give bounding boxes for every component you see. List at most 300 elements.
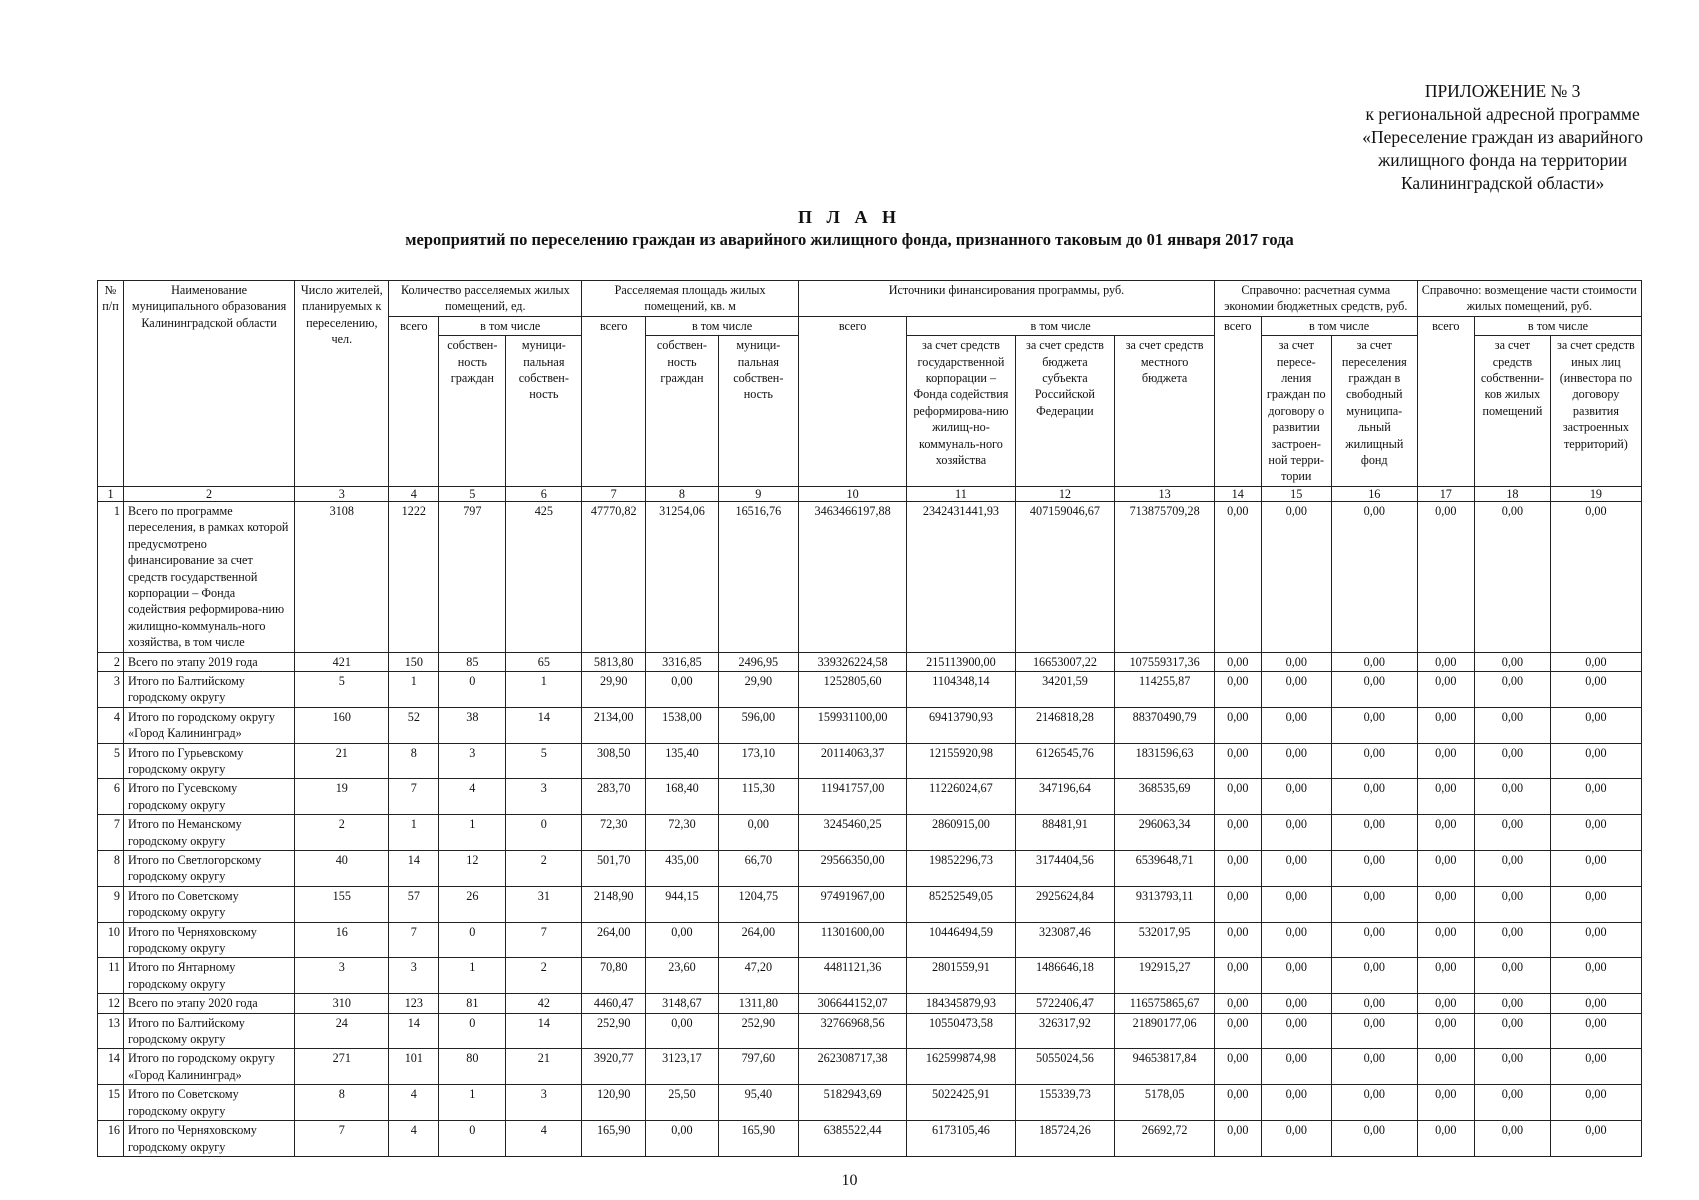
table-cell: 347196,64 <box>1015 779 1115 815</box>
table-cell: 0,00 <box>1475 815 1551 851</box>
table-cell: 1222 <box>389 501 439 652</box>
table-cell: 14 <box>389 1013 439 1049</box>
plan-table <box>97 280 1642 1157</box>
table-cell: 0,00 <box>1214 994 1261 1013</box>
header-rooms: Количество расселяемых жилых помещений, ед. <box>389 281 582 317</box>
row-number: 6 <box>98 779 124 815</box>
table-cell: 0,00 <box>1417 501 1474 652</box>
table-header <box>98 281 1642 487</box>
table-cell: 1311,80 <box>718 994 798 1013</box>
header-area-municipal: муници-пальная собствен-ность <box>718 336 798 487</box>
table-cell: 1 <box>439 958 506 994</box>
table-cell: 0,00 <box>1261 1013 1331 1049</box>
table-cell: 21 <box>295 743 389 779</box>
table-cell: 16653007,22 <box>1015 652 1115 671</box>
table-cell: 326317,92 <box>1015 1013 1115 1049</box>
table-cell: 6385522,44 <box>798 1121 906 1157</box>
table-cell: 0,00 <box>1550 922 1641 958</box>
table-row <box>98 886 1642 922</box>
table-cell: 3920,77 <box>582 1049 646 1085</box>
table-cell: 308,50 <box>582 743 646 779</box>
municipality-name: Итого по Гурьевскому городскому округу <box>124 743 295 779</box>
table-cell: 0,00 <box>1475 707 1551 743</box>
table-cell: 0,00 <box>1261 1049 1331 1085</box>
table-cell: 0,00 <box>1331 815 1417 851</box>
table-cell: 0,00 <box>1331 1085 1417 1121</box>
header-rooms-total: всего <box>389 316 439 486</box>
table-cell: 0,00 <box>1550 1085 1641 1121</box>
table-cell: 155 <box>295 886 389 922</box>
table-cell: 3463466197,88 <box>798 501 906 652</box>
row-number: 7 <box>98 815 124 851</box>
table-cell: 85 <box>439 652 506 671</box>
table-cell: 0,00 <box>1214 707 1261 743</box>
table-cell: 0,00 <box>1475 779 1551 815</box>
annex-line: жилищного фонда на территории <box>1378 150 1628 170</box>
table-cell: 1 <box>439 815 506 851</box>
municipality-name: Итого по городскому округу «Город Калининград» <box>124 707 295 743</box>
table-cell: 10550473,58 <box>907 1013 1015 1049</box>
header-other-persons: за счет средств иных лиц (инвестора по договору развития застроенных территорий) <box>1550 336 1641 487</box>
table-cell: 252,90 <box>582 1013 646 1049</box>
table-cell: 24 <box>295 1013 389 1049</box>
table-cell: 283,70 <box>582 779 646 815</box>
table-cell: 0,00 <box>1261 1085 1331 1121</box>
table-cell: 3148,67 <box>646 994 719 1013</box>
row-number: 2 <box>98 652 124 671</box>
table-cell: 0,00 <box>1417 1085 1474 1121</box>
column-number: 2 <box>124 486 295 501</box>
table-cell: 0,00 <box>1214 922 1261 958</box>
table-cell: 0,00 <box>1261 707 1331 743</box>
table-cell: 0,00 <box>646 1013 719 1049</box>
table-cell: 88370490,79 <box>1115 707 1215 743</box>
table-cell: 0,00 <box>1550 851 1641 887</box>
table-cell: 6126545,76 <box>1015 743 1115 779</box>
table-cell: 296063,34 <box>1115 815 1215 851</box>
table-cell: 0,00 <box>1417 779 1474 815</box>
table-cell: 1486646,18 <box>1015 958 1115 994</box>
table-cell: 165,90 <box>718 1121 798 1157</box>
table-cell: 0,00 <box>1214 1013 1261 1049</box>
table-cell: 407159046,67 <box>1015 501 1115 652</box>
table-cell: 0,00 <box>1261 851 1331 887</box>
table-cell: 0,00 <box>1475 958 1551 994</box>
column-number: 1 <box>98 486 124 501</box>
header-local-budget: за счет средств местного бюджета <box>1115 336 1215 487</box>
table-cell: 2 <box>506 958 582 994</box>
table-cell: 2925624,84 <box>1015 886 1115 922</box>
table-row <box>98 922 1642 958</box>
table-cell: 1538,00 <box>646 707 719 743</box>
table-cell: 115,30 <box>718 779 798 815</box>
header-nn: № п/п <box>98 281 124 487</box>
header-resettle-free-fund: за счет переселения граждан в свободный муниципа-льный жилищный фонд <box>1331 336 1417 487</box>
table-cell: 5022425,91 <box>907 1085 1015 1121</box>
table-cell: 0,00 <box>1550 1121 1641 1157</box>
table-cell: 264,00 <box>718 922 798 958</box>
table-cell: 0,00 <box>1214 958 1261 994</box>
table-cell: 0,00 <box>1331 652 1417 671</box>
table-cell: 21890177,06 <box>1115 1013 1215 1049</box>
table-cell: 0,00 <box>1550 1049 1641 1085</box>
table-cell: 101 <box>389 1049 439 1085</box>
table-cell: 38 <box>439 707 506 743</box>
table-cell: 1104348,14 <box>907 671 1015 707</box>
header-savings-including: в том числе <box>1261 316 1417 335</box>
table-cell: 123 <box>389 994 439 1013</box>
table-cell: 0,00 <box>1261 994 1331 1013</box>
table-cell: 1831596,63 <box>1115 743 1215 779</box>
table-cell: 0,00 <box>1550 501 1641 652</box>
municipality-name: Итого по Янтарному городскому округу <box>124 958 295 994</box>
table-cell: 9313793,11 <box>1115 886 1215 922</box>
table-cell: 0,00 <box>1331 922 1417 958</box>
table-cell: 29,90 <box>718 671 798 707</box>
table-cell: 47,20 <box>718 958 798 994</box>
table-row <box>98 994 1642 1013</box>
table-cell: 1204,75 <box>718 886 798 922</box>
table-cell: 0,00 <box>1261 1121 1331 1157</box>
table-cell: 184345879,93 <box>907 994 1015 1013</box>
column-number: 16 <box>1331 486 1417 501</box>
table-cell: 3174404,56 <box>1015 851 1115 887</box>
table-cell: 114255,87 <box>1115 671 1215 707</box>
table-cell: 8 <box>295 1085 389 1121</box>
table-cell: 0,00 <box>1331 958 1417 994</box>
table-cell: 16516,76 <box>718 501 798 652</box>
table-cell: 23,60 <box>646 958 719 994</box>
table-cell: 2 <box>295 815 389 851</box>
annex-header <box>1362 80 1643 195</box>
table-cell: 0,00 <box>1331 1049 1417 1085</box>
table-cell: 94653817,84 <box>1115 1049 1215 1085</box>
table-cell: 0,00 <box>1214 851 1261 887</box>
column-number: 4 <box>389 486 439 501</box>
table-cell: 6539648,71 <box>1115 851 1215 887</box>
table-cell: 425 <box>506 501 582 652</box>
table-cell: 0,00 <box>1475 886 1551 922</box>
table-cell: 596,00 <box>718 707 798 743</box>
header-resettle-development: за счет пересе-ления граждан по договору о развитии застроен-ной терри-тории <box>1261 336 1331 487</box>
table-cell: 29566350,00 <box>798 851 906 887</box>
table-cell: 1252805,60 <box>798 671 906 707</box>
header-savings-total: всего <box>1214 316 1261 486</box>
table-cell: 0,00 <box>1331 501 1417 652</box>
table-cell: 31254,06 <box>646 501 719 652</box>
row-number: 8 <box>98 851 124 887</box>
table-row <box>98 1121 1642 1157</box>
table-cell: 185724,26 <box>1015 1121 1115 1157</box>
municipality-name: Итого по Черняховскому городскому округу <box>124 1121 295 1157</box>
header-funding-total: всего <box>798 316 906 486</box>
table-cell: 2 <box>506 851 582 887</box>
table-cell: 88481,91 <box>1015 815 1115 851</box>
plan-table-wrapper <box>97 280 1642 1157</box>
table-cell: 4460,47 <box>582 994 646 1013</box>
table-cell: 3108 <box>295 501 389 652</box>
table-cell: 0,00 <box>1261 886 1331 922</box>
table-cell: 0,00 <box>1214 652 1261 671</box>
table-cell: 66,70 <box>718 851 798 887</box>
table-cell: 155339,73 <box>1015 1085 1115 1121</box>
table-cell: 26692,72 <box>1115 1121 1215 1157</box>
table-cell: 0,00 <box>1214 1121 1261 1157</box>
header-rooms-citizens: собствен-ность граждан <box>439 336 506 487</box>
table-cell: 0,00 <box>1475 671 1551 707</box>
table-cell: 5 <box>506 743 582 779</box>
municipality-name: Итого по Советскому городскому округу <box>124 886 295 922</box>
table-cell: 8 <box>389 743 439 779</box>
table-cell: 70,80 <box>582 958 646 994</box>
table-cell: 42 <box>506 994 582 1013</box>
column-number: 15 <box>1261 486 1331 501</box>
table-cell: 0,00 <box>1214 1049 1261 1085</box>
municipality-name: Итого по Неманскому городскому округу <box>124 815 295 851</box>
table-cell: 4481121,36 <box>798 958 906 994</box>
header-compensation: Справочно: возмещение части стоимости жилых помещений, руб. <box>1417 281 1641 317</box>
table-cell: 264,00 <box>582 922 646 958</box>
table-cell: 0,00 <box>1261 652 1331 671</box>
table-cell: 0,00 <box>718 815 798 851</box>
table-cell: 3123,17 <box>646 1049 719 1085</box>
annex-line: к региональной адресной программе <box>1365 104 1640 124</box>
table-cell: 57 <box>389 886 439 922</box>
table-cell: 0,00 <box>1214 671 1261 707</box>
table-cell: 65 <box>506 652 582 671</box>
table-cell: 4 <box>389 1085 439 1121</box>
header-funding: Источники финансирования программы, руб. <box>798 281 1214 317</box>
table-row <box>98 958 1642 994</box>
table-cell: 120,90 <box>582 1085 646 1121</box>
table-cell: 47770,82 <box>582 501 646 652</box>
municipality-name: Итого по Светлогорскому городскому округу <box>124 851 295 887</box>
table-cell: 0,00 <box>1475 1121 1551 1157</box>
table-cell: 2146818,28 <box>1015 707 1115 743</box>
table-cell: 40 <box>295 851 389 887</box>
table-row <box>98 1013 1642 1049</box>
annex-line: Калининградской области» <box>1400 173 1605 193</box>
table-cell: 421 <box>295 652 389 671</box>
page-number: 10 <box>841 1172 858 1189</box>
table-cell: 0,00 <box>1550 958 1641 994</box>
table-cell: 2342431441,93 <box>907 501 1015 652</box>
table-cell: 107559317,36 <box>1115 652 1215 671</box>
table-cell: 5182943,69 <box>798 1085 906 1121</box>
annex-line: «Переселение граждан из аварийного <box>1362 127 1643 147</box>
row-number: 3 <box>98 671 124 707</box>
column-number: 17 <box>1417 486 1474 501</box>
table-cell: 0,00 <box>1261 743 1331 779</box>
table-cell: 339326224,58 <box>798 652 906 671</box>
table-cell: 0,00 <box>1261 922 1331 958</box>
table-cell: 252,90 <box>718 1013 798 1049</box>
table-cell: 81 <box>439 994 506 1013</box>
table-cell: 0,00 <box>1417 1049 1474 1085</box>
table-cell: 173,10 <box>718 743 798 779</box>
table-cell: 501,70 <box>582 851 646 887</box>
table-row <box>98 815 1642 851</box>
table-cell: 306644152,07 <box>798 994 906 1013</box>
municipality-name: Всего по этапу 2020 года <box>124 994 295 1013</box>
table-cell: 0,00 <box>1417 994 1474 1013</box>
column-number: 11 <box>907 486 1015 501</box>
table-cell: 0,00 <box>1475 501 1551 652</box>
table-cell: 0,00 <box>1331 743 1417 779</box>
table-cell: 20114063,37 <box>798 743 906 779</box>
table-cell: 5722406,47 <box>1015 994 1115 1013</box>
table-cell: 271 <box>295 1049 389 1085</box>
table-cell: 323087,46 <box>1015 922 1115 958</box>
table-row <box>98 851 1642 887</box>
table-cell: 19 <box>295 779 389 815</box>
column-number-row <box>98 486 1642 501</box>
row-number: 13 <box>98 1013 124 1049</box>
table-cell: 0,00 <box>1475 1085 1551 1121</box>
table-cell: 0,00 <box>1475 743 1551 779</box>
municipality-name: Итого по Черняховскому городскому округу <box>124 922 295 958</box>
table-cell: 0,00 <box>1417 743 1474 779</box>
table-cell: 0,00 <box>646 671 719 707</box>
municipality-name: Итого по Балтийскому городскому округу <box>124 671 295 707</box>
table-row <box>98 1085 1642 1121</box>
table-cell: 160 <box>295 707 389 743</box>
table-cell: 368535,69 <box>1115 779 1215 815</box>
table-cell: 0,00 <box>1417 671 1474 707</box>
table-cell: 14 <box>389 851 439 887</box>
table-cell: 3245460,25 <box>798 815 906 851</box>
table-cell: 10446494,59 <box>907 922 1015 958</box>
header-rooms-municipal: муници-пальная собствен-ность <box>506 336 582 487</box>
table-cell: 262308717,38 <box>798 1049 906 1085</box>
table-cell: 0,00 <box>1475 1013 1551 1049</box>
table-cell: 0,00 <box>1331 779 1417 815</box>
table-cell: 12155920,98 <box>907 743 1015 779</box>
table-row <box>98 652 1642 671</box>
header-residents: Число жителей, планируемых к переселению, чел. <box>295 281 389 487</box>
table-row <box>98 743 1642 779</box>
table-cell: 0 <box>439 922 506 958</box>
column-number: 13 <box>1115 486 1215 501</box>
municipality-name: Итого по Советскому городскому округу <box>124 1085 295 1121</box>
header-owners: за счет средств собственни-ков жилых помещений <box>1475 336 1551 487</box>
municipality-name: Итого по Гусевскому городскому округу <box>124 779 295 815</box>
table-cell: 3 <box>506 1085 582 1121</box>
table-cell: 4 <box>439 779 506 815</box>
table-cell: 0,00 <box>646 1121 719 1157</box>
table-cell: 0 <box>506 815 582 851</box>
row-number: 15 <box>98 1085 124 1121</box>
table-row <box>98 1049 1642 1085</box>
table-cell: 3 <box>389 958 439 994</box>
table-cell: 72,30 <box>646 815 719 851</box>
table-cell: 532017,95 <box>1115 922 1215 958</box>
header-rooms-including: в том числе <box>439 316 582 335</box>
table-cell: 435,00 <box>646 851 719 887</box>
table-cell: 25,50 <box>646 1085 719 1121</box>
table-cell: 0,00 <box>1331 1013 1417 1049</box>
table-cell: 5055024,56 <box>1015 1049 1115 1085</box>
table-cell: 5 <box>295 671 389 707</box>
table-cell: 0,00 <box>1550 815 1641 851</box>
header-savings: Справочно: расчетная сумма экономии бюджетных средств, руб. <box>1214 281 1417 317</box>
table-cell: 215113900,00 <box>907 652 1015 671</box>
municipality-name: Итого по городскому округу «Город Калининград» <box>124 1049 295 1085</box>
table-cell: 32766968,56 <box>798 1013 906 1049</box>
table-cell: 72,30 <box>582 815 646 851</box>
table-cell: 7 <box>389 779 439 815</box>
table-cell: 29,90 <box>582 671 646 707</box>
table-cell: 0,00 <box>1261 501 1331 652</box>
header-name: Наименование муниципального образования Калининградской области <box>124 281 295 487</box>
annex-line: ПРИЛОЖЕНИЕ № 3 <box>1424 81 1581 101</box>
column-number: 5 <box>439 486 506 501</box>
table-cell: 0,00 <box>1261 815 1331 851</box>
table-cell: 0,00 <box>1550 1013 1641 1049</box>
table-cell: 0,00 <box>1331 994 1417 1013</box>
table-cell: 5813,80 <box>582 652 646 671</box>
municipality-name: Всего по этапу 2019 года <box>124 652 295 671</box>
table-cell: 14 <box>506 707 582 743</box>
table-cell: 0,00 <box>1261 671 1331 707</box>
row-number: 11 <box>98 958 124 994</box>
table-row <box>98 671 1642 707</box>
table-cell: 0,00 <box>1214 779 1261 815</box>
row-number: 12 <box>98 994 124 1013</box>
table-cell: 0,00 <box>1550 652 1641 671</box>
table-cell: 0,00 <box>1475 1049 1551 1085</box>
column-number: 10 <box>798 486 906 501</box>
table-cell: 135,40 <box>646 743 719 779</box>
table-cell: 34201,59 <box>1015 671 1115 707</box>
table-cell: 0,00 <box>1550 707 1641 743</box>
column-number: 9 <box>718 486 798 501</box>
header-compensation-including: в том числе <box>1475 316 1642 335</box>
table-cell: 0,00 <box>1417 707 1474 743</box>
table-cell: 3 <box>506 779 582 815</box>
table-row <box>98 707 1642 743</box>
table-cell: 0,00 <box>1417 886 1474 922</box>
table-cell: 0,00 <box>1475 652 1551 671</box>
table-cell: 85252549,05 <box>907 886 1015 922</box>
table-cell: 797,60 <box>718 1049 798 1085</box>
table-cell: 4 <box>506 1121 582 1157</box>
column-number: 8 <box>646 486 719 501</box>
table-cell: 0,00 <box>1550 779 1641 815</box>
table-cell: 0,00 <box>1331 886 1417 922</box>
column-number: 6 <box>506 486 582 501</box>
table-cell: 0 <box>439 671 506 707</box>
table-cell: 26 <box>439 886 506 922</box>
table-cell: 0,00 <box>1214 815 1261 851</box>
table-cell: 12 <box>439 851 506 887</box>
table-cell: 11226024,67 <box>907 779 1015 815</box>
table-cell: 165,90 <box>582 1121 646 1157</box>
table-cell: 0,00 <box>646 922 719 958</box>
table-cell: 0,00 <box>1417 851 1474 887</box>
table-cell: 0,00 <box>1261 779 1331 815</box>
table-cell: 0,00 <box>1417 958 1474 994</box>
column-number: 3 <box>295 486 389 501</box>
row-number: 5 <box>98 743 124 779</box>
table-cell: 0,00 <box>1417 815 1474 851</box>
plan-subtitle: мероприятий по переселению граждан из аварийного жилищного фонда, признанного таковым до 01 января 2017 года <box>405 230 1294 249</box>
table-cell: 0 <box>439 1121 506 1157</box>
table-cell: 0,00 <box>1550 671 1641 707</box>
table-cell: 0,00 <box>1214 886 1261 922</box>
table-cell: 0,00 <box>1331 707 1417 743</box>
header-funding-including: в том числе <box>907 316 1215 335</box>
